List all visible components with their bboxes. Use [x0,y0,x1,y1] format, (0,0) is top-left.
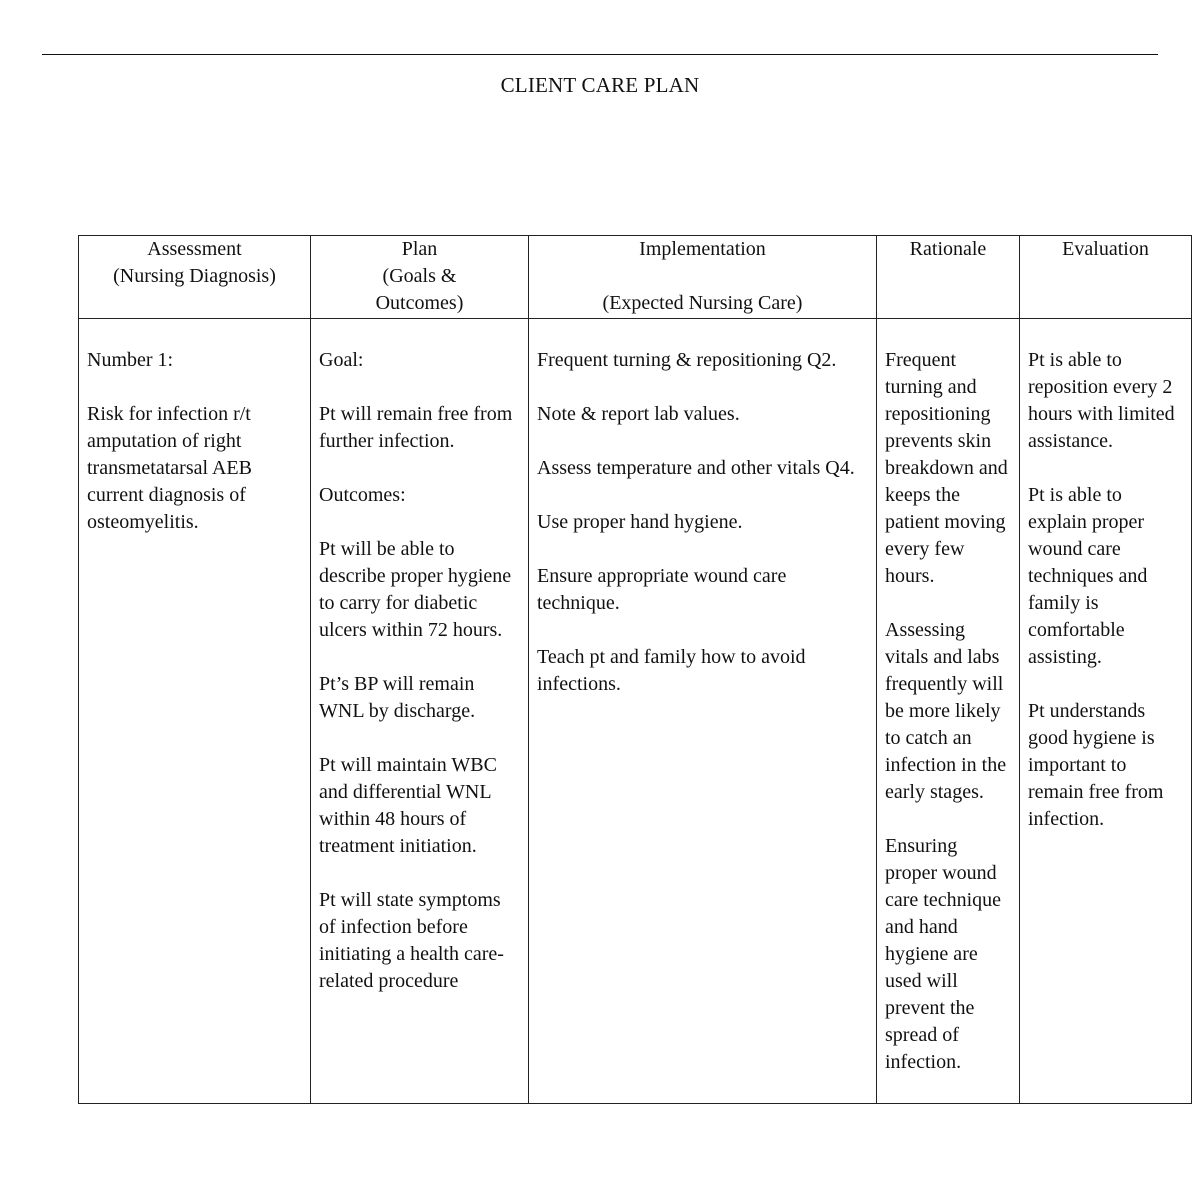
document-title: CLIENT CARE PLAN [500,73,700,97]
implementation-item-6: Teach pt and family how to avoid infections. [537,646,806,695]
plan-outcome-1: Pt will be able to describe proper hygiene to carry for diabetic ulcers within 72 hours. [319,538,512,641]
implementation-item-2: Note & report lab values. [537,403,740,425]
implementation-item-5: Ensure appropriate wound care technique. [537,565,787,614]
rationale-cell [877,319,1020,1104]
header-rationale-line: Rationale [909,238,987,260]
plan-cell [311,319,529,1104]
plan-goal-text: Pt will remain free from further infection. [319,403,513,452]
assessment-number: Number 1: [87,349,174,371]
header-plan-subline-1: (Goals & [382,265,457,287]
evaluation-cell [1020,319,1192,1104]
header-assessment-line: Assessment [147,238,242,260]
header-plan [311,236,529,319]
plan-outcome-4: Pt will state symptoms of infection before initiating a health care-related procedure [319,889,504,992]
plan-outcomes-label: Outcomes: [319,484,406,506]
rationale-item-1: Frequent turning and repositioning prevents skin breakdown and keeps the patient moving every few hours. [885,349,1008,587]
plan-goal-label: Goal: [319,349,364,371]
content-row [79,319,1192,1104]
header-plan-subline-2: Outcomes) [375,292,464,314]
header-evaluation-line: Evaluation [1062,238,1149,260]
plan-outcome-3: Pt will maintain WBC and differential WNL within 48 hours of treatment initiation. [319,754,497,857]
implementation-item-3: Assess temperature and other vitals Q4. [537,457,855,479]
header-plan-line: Plan [401,238,438,260]
header-row [79,236,1192,319]
header-evaluation [1020,236,1192,319]
header-assessment [79,236,311,319]
header-implementation-subline: (Expected Nursing Care) [602,292,803,314]
implementation-item-1: Frequent turning & repositioning Q2. [537,349,837,371]
header-rule [42,54,1158,55]
rationale-item-3: Ensuring proper wound care technique and hand hygiene are used will prevent the spread of infection. [885,835,1002,1073]
header-implementation-line: Implementation [639,238,766,260]
implementation-item-4: Use proper hand hygiene. [537,511,743,533]
care-plan-table [78,235,1192,1104]
evaluation-item-3: Pt understands good hygiene is important to remain free from infection. [1028,700,1164,830]
evaluation-item-1: Pt is able to reposition every 2 hours with limited assistance. [1028,349,1175,452]
header-implementation [529,236,877,319]
assessment-diagnosis: Risk for infection r/t amputation of right transmetatarsal AEB current diagnosis of osteomyelitis. [87,403,252,533]
plan-outcome-2: Pt’s BP will remain WNL by discharge. [319,673,476,722]
header-rationale [877,236,1020,319]
rationale-item-2: Assessing vitals and labs frequently will be more likely to catch an infection in the early stages. [885,619,1007,803]
header-assessment-subline: (Nursing Diagnosis) [113,265,276,287]
assessment-cell [79,319,311,1104]
header-implementation-spacer [533,263,872,290]
evaluation-item-2: Pt is able to explain proper wound care techniques and family is comfortable assisting. [1028,484,1148,668]
implementation-cell [529,319,877,1104]
